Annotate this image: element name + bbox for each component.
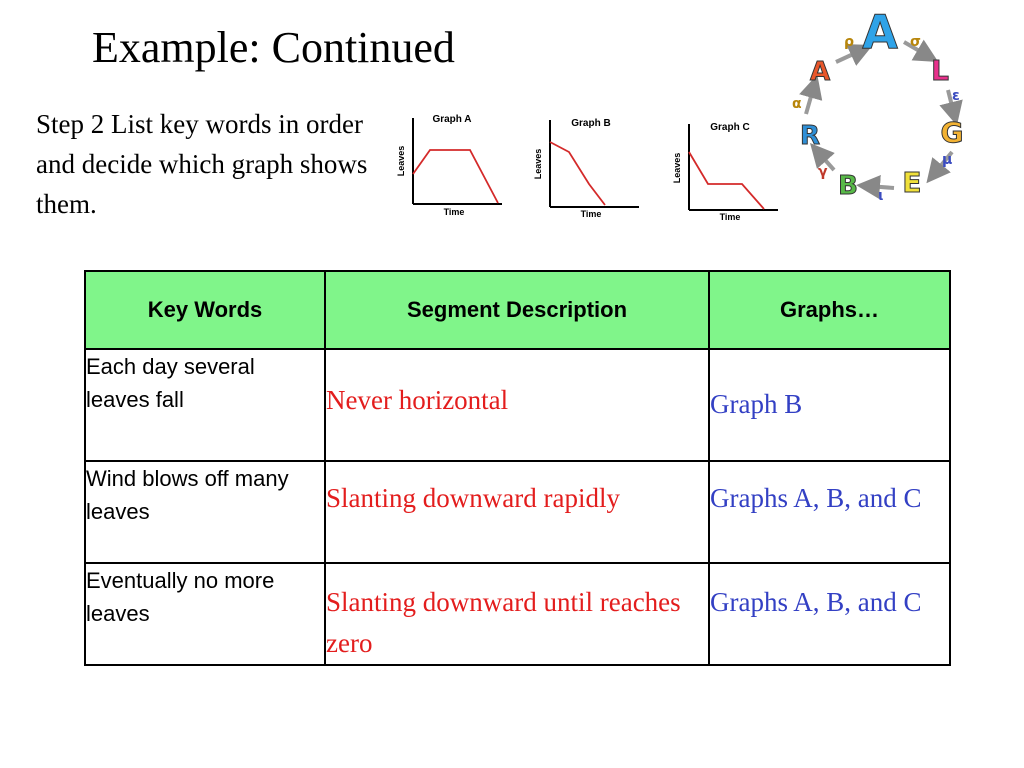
logo-greek: ι xyxy=(878,188,884,204)
logo-greek: ρ xyxy=(844,34,855,50)
header-graphs: Graphs… xyxy=(709,271,950,349)
graph-b xyxy=(533,112,645,224)
table-row xyxy=(85,349,950,461)
graph-c-title: Graph C xyxy=(710,122,750,133)
graph-c-ylabel: Leaves xyxy=(672,152,682,184)
graph-c xyxy=(672,116,784,226)
segment-description-cell: Slanting downward rapidly xyxy=(325,461,709,563)
graph-a-title: Graph A xyxy=(432,114,472,125)
step-instruction: Step 2 List key words in order and decide which graph shows them. xyxy=(36,109,368,219)
graphs-cell: Graph B xyxy=(709,349,950,461)
table-row xyxy=(85,461,950,563)
cycle-arrow xyxy=(806,86,814,114)
graphs-cell: Graphs A, B, and C xyxy=(709,563,950,665)
logo-greek: α xyxy=(792,96,802,112)
segment-description-cell: Slanting downward until reaches zero xyxy=(325,563,709,665)
key-words-table xyxy=(84,270,951,666)
logo-letter: L xyxy=(931,54,949,87)
logo-letter: A xyxy=(862,10,898,59)
graph-a-ylabel: Leaves xyxy=(396,145,406,177)
logo-greek: γ xyxy=(818,164,828,180)
graph-b-ylabel: Leaves xyxy=(533,148,543,180)
key-words-cell: Eventually no more leaves xyxy=(85,563,325,665)
graph-a xyxy=(396,108,508,220)
logo-greek: σ xyxy=(910,34,921,50)
logo-letter: G xyxy=(940,116,964,149)
logo-letter: B xyxy=(838,171,858,201)
graph-b-line xyxy=(550,142,605,205)
table-row xyxy=(85,563,950,665)
logo-letter: E xyxy=(902,166,922,199)
graphs-cell: Graphs A, B, and C xyxy=(709,461,950,563)
graph-b-title: Graph B xyxy=(571,118,611,129)
logo-letter: A xyxy=(809,57,831,87)
graph-b-xlabel: Time xyxy=(580,209,602,219)
header-key-words: Key Words xyxy=(85,271,325,349)
slide-title: Example: Continued xyxy=(92,23,455,72)
table-header-row xyxy=(85,271,950,349)
logo-letter: R xyxy=(799,121,821,151)
algebra-cycle-logo xyxy=(776,10,992,210)
graph-a-line xyxy=(413,150,498,203)
segment-description-cell: Never horizontal xyxy=(325,349,709,461)
key-words-cell: Wind blows off many leaves xyxy=(85,461,325,563)
cycle-arrow xyxy=(836,50,862,62)
graph-c-line xyxy=(689,152,764,209)
graph-c-xlabel: Time xyxy=(719,212,741,222)
graph-a-xlabel: Time xyxy=(443,207,465,217)
logo-greek: ε xyxy=(952,88,960,104)
header-segment-description: Segment Description xyxy=(325,271,709,349)
key-words-cell: Each day several leaves fall xyxy=(85,349,325,461)
logo-greek: μ xyxy=(942,152,953,168)
